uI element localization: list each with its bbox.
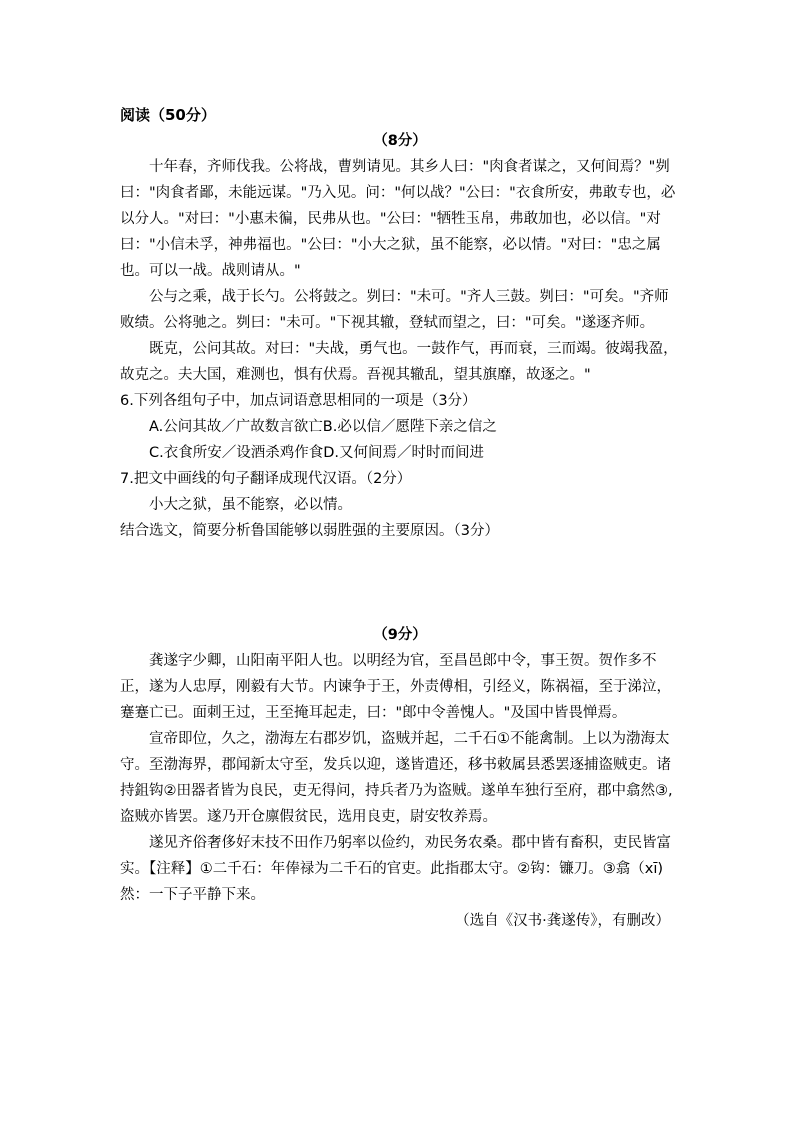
section-title: 阅读（50分）: [120, 106, 216, 124]
question-6-options-cd: C.衣食所安／设酒杀鸡作食D.又何间焉／时时而间进: [149, 445, 485, 461]
passage1-paragraph-3: 既克，公问其故。对曰："夫战，勇气也。一鼓作气，再而衰，三而竭。彼竭我盈，故克之。夫大国，难测也，惧有伏焉。吾视其辙乱，望其旗靡，故逐之。": [120, 341, 678, 383]
passage1-paragraph-1: 十年春，齐师伐我。公将战，曹刿请见。其乡人曰："肉食者谋之，又何间焉？"刿曰："肉食者鄙，未能远谋。"乃入见。问："何以战？"公曰："衣食所安，弗敢专也，必以分人。"对曰："小惠未徧，民弗从也。"公曰："牺牲玉帛，弗敢加也，必以信。"对曰："小信未孚，神弗福也。"公曰："小大之狱，虽不能察，必以情。"对曰："忠之属也。可以一战。战则请从。": [120, 159, 676, 279]
question-6: 6.下列各组句子中，加点词语意思相同的一项是（3分）: [120, 393, 477, 409]
document-body: [120, 102, 680, 934]
spacer: [120, 544, 680, 622]
passage1-paragraph-2: 公与之乘，战于长勺。公将鼓之。刿曰："未可。"齐人三鼓。刿曰："可矣。"齐师败绩。公将驰之。刿曰："未可。"下视其辙，登轼而望之，曰："可矣。"遂逐齐师。: [120, 289, 669, 331]
passage1-score: （8分）: [373, 133, 427, 149]
passage2-paragraph-3: 遂见齐俗奢侈好末技不田作乃躬率以俭约，劝民务农桑。郡中皆有畜积，吏民皆富实。【注释】①二千石：年俸禄为二千石的官吏。此指郡太守。②钩：镰刀。③翕（xī)然：一下子平静下来。: [120, 835, 671, 903]
passage2-paragraph-2: 宣帝即位，久之，渤海左右郡岁饥，盗贼并起，二千石①不能禽制。上以为渤海太守。至渤海界，郡闻新太守至，发兵以迎，遂皆遣还，移书敕属县悉罢逐捕盗贼吏。诸持鉏钩②田器者皆为良民，吏无得问，持兵者乃为盗贼。遂单车独行至府，郡中翕然③,盗贼亦皆罢。遂乃开仓廪假贫民，选用良吏，尉安牧养焉。: [120, 731, 673, 825]
passage2-paragraph-1: 龚遂字少卿，山阳南平阳人也。以明经为官，至昌邑郎中令，事王贺。贺作多不正，遂为人忠厚，刚毅有大节。内谏争于王，外责傅相，引经义，陈祸福，至于涕泣，蹇蹇亡已。面刺王过，王至掩耳起走，曰："郎中令善愧人。"及国中皆畏惮焉。: [120, 653, 671, 721]
passage2-score: （9分）: [373, 627, 427, 643]
question-7-sentence: 小大之狱，虽不能察，必以情。: [149, 497, 352, 513]
question-7: 7.把文中画线的句子翻译成现代汉语。（2分）: [120, 471, 412, 487]
passage2-source: （选自《汉书·龚遂传》，有删改）: [455, 913, 670, 929]
question-6-options-ab: A.公问其故／广故数言欲亡B.必以信／愿陛下亲之信之: [149, 419, 497, 435]
question-8: 结合选文，简要分析鲁国能够以弱胜强的主要原因。（3分）: [120, 523, 499, 539]
